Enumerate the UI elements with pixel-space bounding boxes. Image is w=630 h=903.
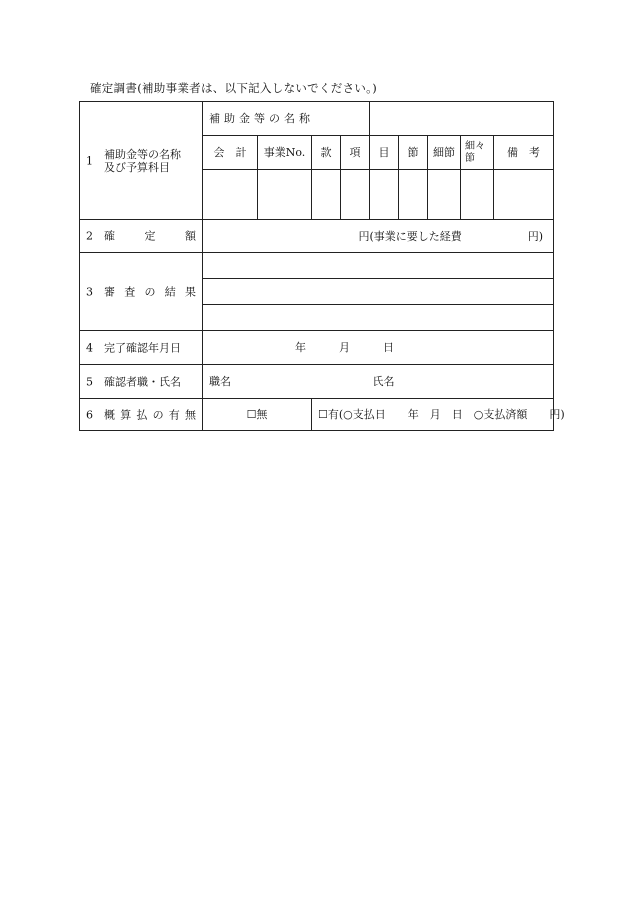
row1-label-line2: 及び予算科目: [104, 160, 170, 174]
job-title-label: 職名: [209, 375, 231, 388]
row5-number: 5: [86, 375, 93, 388]
row6-label-cell: [80, 399, 203, 431]
col-saisaisetsu: 細々節: [461, 136, 494, 170]
cell-kou[interactable]: [341, 170, 370, 220]
col-setsu: 節: [399, 136, 428, 170]
prepayment-none-checkbox[interactable]: ☐無: [203, 399, 312, 431]
row4-label-cell: [80, 331, 203, 365]
completion-date-field[interactable]: 年 月 日: [203, 331, 554, 365]
grant-name-header: 補助金等の名称: [203, 102, 370, 136]
row1-label-line1: 補助金等の名称: [104, 147, 181, 161]
prepayment-yes-checkbox[interactable]: ☐有(○支払日 年 月 日 ○支払済額 円): [312, 399, 554, 431]
row5-label-cell: [80, 365, 203, 399]
review-result-line-3[interactable]: [203, 305, 554, 331]
cell-accounting[interactable]: [203, 170, 258, 220]
confirmed-amount-field[interactable]: 円(事業に要した経費 円): [203, 220, 554, 253]
grant-name-value[interactable]: [370, 102, 554, 136]
review-result-line-2[interactable]: [203, 279, 554, 305]
row3-label-cell: [80, 253, 203, 331]
row1-label-cell: [80, 102, 203, 220]
col-saisetsu: 細節: [428, 136, 461, 170]
row5-label: 確認者職・氏名: [104, 375, 181, 388]
row2-label-cell: [80, 220, 203, 253]
document-heading: 確定調書(補助事業者は、以下記入しないでください。): [90, 81, 378, 95]
confirmer-field[interactable]: [203, 365, 554, 399]
col-remarks: 備 考: [494, 136, 554, 170]
row2-number: 2: [86, 229, 93, 243]
col-accounting: 会 計: [203, 136, 258, 170]
cell-remarks[interactable]: [494, 170, 554, 220]
cell-saisetsu[interactable]: [428, 170, 461, 220]
row4-label: 完了確認年月日: [104, 341, 181, 354]
row2-label: 確 定 額: [104, 229, 196, 243]
row3-number: 3: [86, 285, 93, 298]
confirmation-form: [79, 101, 565, 431]
row6-label: 概 算 払 の 有 無: [104, 408, 196, 421]
cell-kan[interactable]: [312, 170, 341, 220]
name-label: 氏名: [372, 375, 395, 388]
col-moku: 目: [370, 136, 399, 170]
cell-saisaisetsu[interactable]: [461, 170, 494, 220]
row4-number: 4: [86, 341, 93, 354]
cell-moku[interactable]: [370, 170, 399, 220]
row1-number: 1: [86, 154, 93, 167]
col-kou: 項: [341, 136, 370, 170]
col-project-no: 事業No.: [258, 136, 312, 170]
col-kan: 款: [312, 136, 341, 170]
row3-label: 審 査 の 結 果: [104, 285, 196, 298]
review-result-line-1[interactable]: [203, 253, 554, 279]
cell-project-no[interactable]: [258, 170, 312, 220]
row6-number: 6: [86, 408, 93, 421]
cell-setsu[interactable]: [399, 170, 428, 220]
